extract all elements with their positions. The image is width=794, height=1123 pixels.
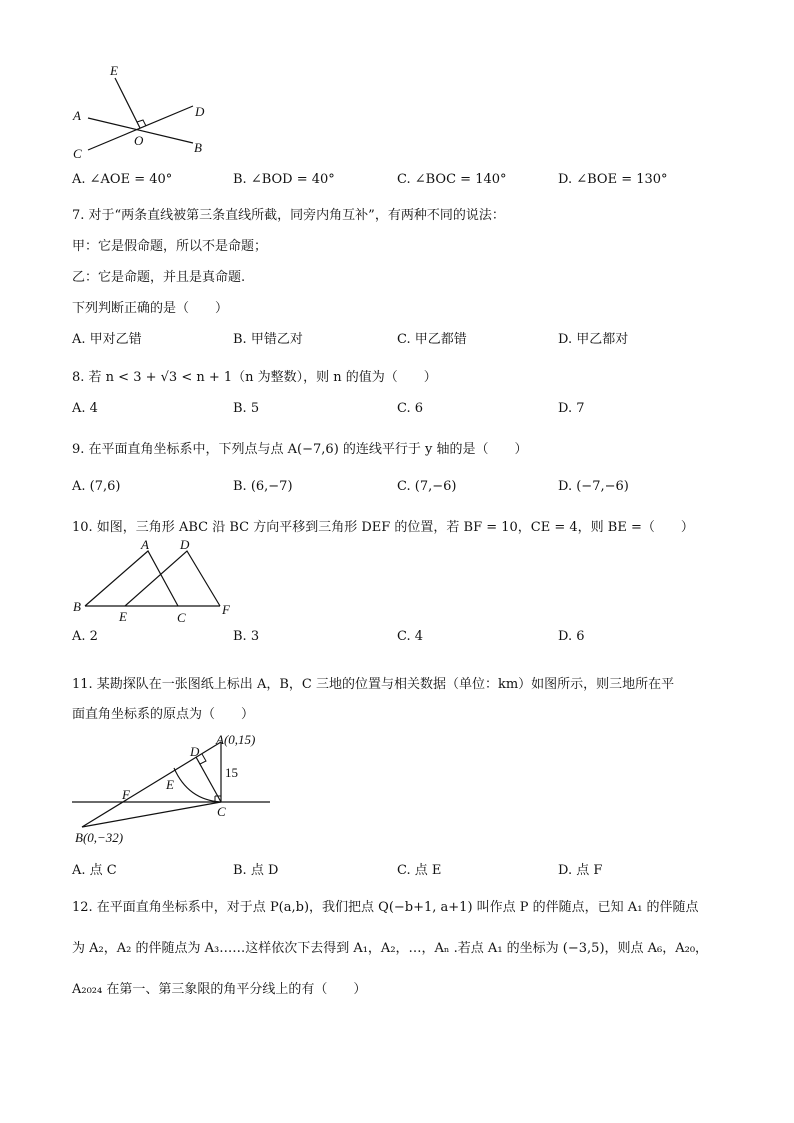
q11-option-a[interactable]: A. 点 C (72, 863, 117, 878)
q10-stem: 10. 如图，三角形 ABC 沿 BC 方向平移到三角形 DEF 的位置，若 BF = 10，CE = 4，则 BE =（ ） (72, 520, 694, 535)
q9-option-b[interactable]: B. (6,−7) (233, 479, 293, 494)
q11-option-c[interactable]: C. 点 E (397, 863, 442, 878)
q9-stem: 9. 在平面直角坐标系中，下列点与点 A(−7,6) 的连线平行于 y 轴的是（ ） (72, 442, 528, 457)
q12-line3: A₂₀₂₄ 在第一、第三象限的角平分线上的有（ ） (72, 982, 367, 997)
q7-option-a[interactable]: A. 甲对乙错 (72, 332, 142, 347)
q7-option-b[interactable]: B. 甲错乙对 (233, 332, 303, 347)
label-B: B(0,−32) (75, 830, 124, 845)
q8-option-c[interactable]: C. 6 (397, 401, 424, 416)
q8-option-b[interactable]: B. 5 (233, 401, 260, 416)
label-D: D (190, 744, 200, 759)
q11-option-d[interactable]: D. 点 F (558, 863, 603, 878)
q11-option-b[interactable]: B. 点 D (233, 863, 279, 878)
label-O: O (134, 133, 144, 148)
label-15: 15 (225, 765, 238, 780)
q8-option-a[interactable]: A. 4 (72, 401, 98, 416)
q10-option-c[interactable]: C. 4 (397, 629, 424, 644)
q7-jia: 甲：它是假命题，所以不是命题； (72, 239, 268, 254)
q7-stem: 7. 对于“两条直线被第三条直线所截，同旁内角互补”，有两种不同的说法： (72, 208, 505, 223)
label-A: A(0,15) (216, 732, 256, 747)
label-E: E (110, 63, 118, 78)
q11-stem-line2: 面直角坐标系的原点为（ ） (72, 707, 255, 722)
q10-option-a[interactable]: A. 2 (72, 629, 98, 644)
label-C: C (177, 610, 186, 625)
label-D: D (195, 104, 205, 119)
q6-option-b[interactable]: B. ∠BOD = 40° (233, 172, 335, 187)
q10-figure (70, 538, 245, 626)
q7-ask: 下列判断正确的是（ ） (72, 301, 229, 316)
q7-option-d[interactable]: D. 甲乙都对 (558, 332, 629, 347)
label-F: F (222, 602, 230, 617)
q12-line1: 12. 在平面直角坐标系中，对于点 P(a,b)，我们把点 Q(−b+1, a+1) 叫作点 P 的伴随点，已知 A₁ 的伴随点 (72, 900, 699, 915)
q7-option-c[interactable]: C. 甲乙都错 (397, 332, 467, 347)
q12-line2: 为 A₂，A₂ 的伴随点为 A₃……这样依次下去得到 A₁，A₂，…，Aₙ .若点 A₁ 的坐标为 (−3,5)，则点 A₆，A₂₀， (72, 941, 709, 956)
q6-figure (68, 58, 218, 163)
q9-option-c[interactable]: C. (7,−6) (397, 479, 457, 494)
label-A: A (73, 108, 81, 123)
label-C: C (217, 804, 226, 819)
q9-option-a[interactable]: A. (7,6) (72, 479, 121, 494)
q11-stem-line1: 11. 某勘探队在一张图纸上标出 A，B，C 三地的位置与相关数据（单位：km）如图所示，则三地所在平 (72, 677, 675, 692)
q8-option-d[interactable]: D. 7 (558, 401, 585, 416)
q11-figure (70, 730, 285, 848)
label-E: E (119, 609, 127, 624)
q8-stem: 8. 若 n < 3 + √3 < n + 1（n 为整数），则 n 的值为（ ） (72, 370, 437, 385)
label-B: B (194, 140, 202, 155)
q10-option-d[interactable]: D. 6 (558, 629, 585, 644)
q6-option-d[interactable]: D. ∠BOE = 130° (558, 172, 668, 187)
q9-option-d[interactable]: D. (−7,−6) (558, 479, 629, 494)
label-E: E (166, 777, 174, 792)
label-F: F (122, 787, 130, 802)
label-B: B (73, 599, 81, 614)
q6-option-a[interactable]: A. ∠AOE = 40° (72, 172, 173, 187)
q7-yi: 乙：它是命题，并且是真命题. (72, 270, 246, 285)
q10-option-b[interactable]: B. 3 (233, 629, 260, 644)
label-D: D (180, 538, 190, 552)
label-A: A (141, 538, 149, 552)
q6-option-c[interactable]: C. ∠BOC = 140° (397, 172, 507, 187)
label-C: C (73, 146, 82, 161)
